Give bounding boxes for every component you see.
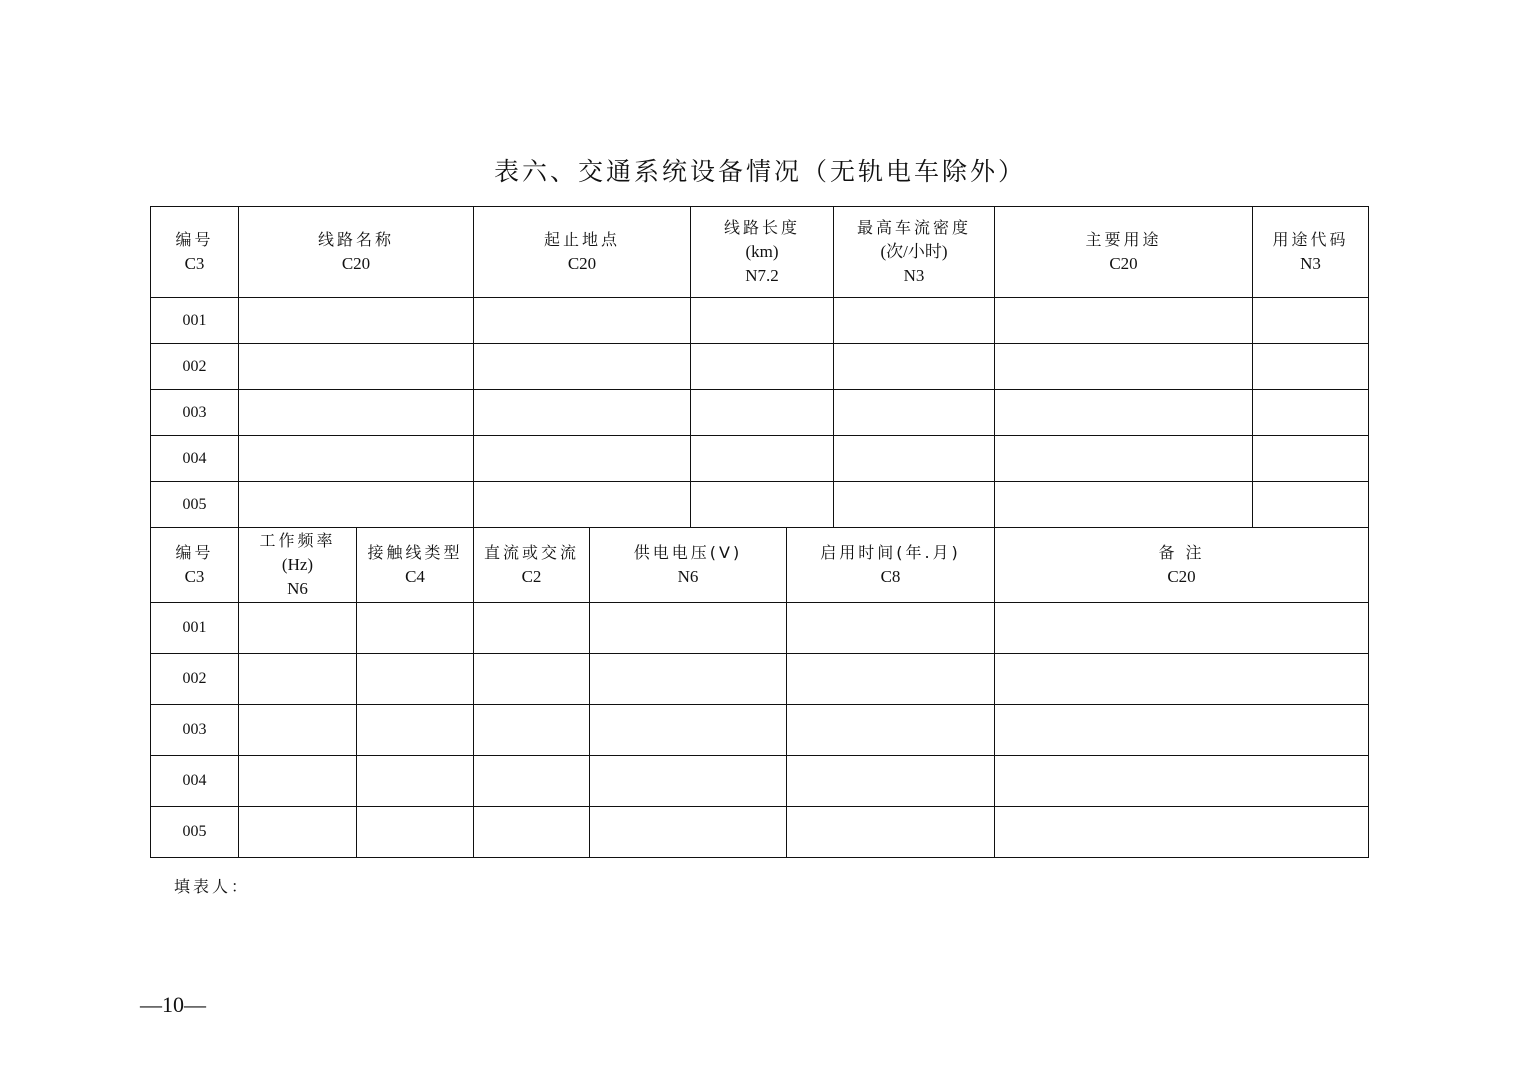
header-line-name: 线路名称 C20 <box>239 207 474 298</box>
cell[interactable] <box>474 756 590 807</box>
table-row <box>151 298 1369 344</box>
header-use-code: 用途代码 N3 <box>1253 207 1369 298</box>
cell[interactable] <box>357 603 474 654</box>
table-row <box>151 390 1369 436</box>
table1-header-row <box>151 207 1369 298</box>
cell[interactable] <box>1253 344 1369 390</box>
cell[interactable] <box>995 705 1369 756</box>
row-id: 001 <box>151 298 239 344</box>
cell[interactable] <box>239 298 474 344</box>
cell[interactable] <box>239 807 357 858</box>
cell[interactable] <box>357 756 474 807</box>
cell[interactable] <box>995 390 1253 436</box>
cell[interactable] <box>995 756 1369 807</box>
header-dc-ac: 直流或交流 C2 <box>474 528 590 603</box>
header-max-density: 最高车流密度 (次/小时) N3 <box>834 207 995 298</box>
row-id: 003 <box>151 390 239 436</box>
header-main-use: 主要用途 C20 <box>995 207 1253 298</box>
cell[interactable] <box>787 756 995 807</box>
cell[interactable] <box>995 482 1253 528</box>
cell[interactable] <box>995 603 1369 654</box>
cell[interactable] <box>691 344 834 390</box>
cell[interactable] <box>357 654 474 705</box>
cell[interactable] <box>995 807 1369 858</box>
row-id: 002 <box>151 654 239 705</box>
cell[interactable] <box>691 482 834 528</box>
equipment-table-part2 <box>150 527 1369 858</box>
row-id: 004 <box>151 436 239 482</box>
cell[interactable] <box>691 436 834 482</box>
table-row <box>151 603 1369 654</box>
cell[interactable] <box>995 344 1253 390</box>
header-id: 编号 C3 <box>151 207 239 298</box>
cell[interactable] <box>995 436 1253 482</box>
header-remarks: 备 注 C20 <box>995 528 1369 603</box>
filler-label: 填表人： <box>174 877 251 896</box>
cell[interactable] <box>239 654 357 705</box>
cell[interactable] <box>834 390 995 436</box>
cell[interactable] <box>357 807 474 858</box>
table-row <box>151 482 1369 528</box>
row-id: 005 <box>151 482 239 528</box>
cell[interactable] <box>787 705 995 756</box>
page-number: —10— <box>140 992 206 1017</box>
cell[interactable] <box>239 436 474 482</box>
header-start-date: 启用时间(年.月) C8 <box>787 528 995 603</box>
header-line-length: 线路长度 (km) N7.2 <box>691 207 834 298</box>
row-id: 002 <box>151 344 239 390</box>
cell[interactable] <box>239 344 474 390</box>
cell[interactable] <box>590 654 787 705</box>
cell[interactable] <box>474 390 691 436</box>
cell[interactable] <box>590 603 787 654</box>
cell[interactable] <box>474 705 590 756</box>
table-row <box>151 654 1369 705</box>
header-id: 编号 C3 <box>151 528 239 603</box>
cell[interactable] <box>474 603 590 654</box>
cell[interactable] <box>474 654 590 705</box>
cell[interactable] <box>834 436 995 482</box>
page-title: 表六、交通系统设备情况（无轨电车除外） <box>493 157 1026 186</box>
table-row <box>151 807 1369 858</box>
cell[interactable] <box>590 705 787 756</box>
header-supply-voltage: 供电电压(V) N6 <box>590 528 787 603</box>
header-start-end: 起止地点 C20 <box>474 207 691 298</box>
table2-header-row <box>151 528 1369 603</box>
row-id: 003 <box>151 705 239 756</box>
cell[interactable] <box>590 807 787 858</box>
row-id: 005 <box>151 807 239 858</box>
cell[interactable] <box>787 603 995 654</box>
cell[interactable] <box>239 390 474 436</box>
cell[interactable] <box>834 344 995 390</box>
header-contact-wire-type: 接触线类型 C4 <box>357 528 474 603</box>
cell[interactable] <box>239 756 357 807</box>
cell[interactable] <box>474 298 691 344</box>
table-row <box>151 436 1369 482</box>
cell[interactable] <box>1253 298 1369 344</box>
cell[interactable] <box>239 482 474 528</box>
cell[interactable] <box>1253 436 1369 482</box>
cell[interactable] <box>787 807 995 858</box>
header-frequency: 工作频率 (Hz) N6 <box>239 528 357 603</box>
cell[interactable] <box>834 298 995 344</box>
cell[interactable] <box>1253 482 1369 528</box>
cell[interactable] <box>995 298 1253 344</box>
row-id: 001 <box>151 603 239 654</box>
cell[interactable] <box>239 603 357 654</box>
cell[interactable] <box>474 344 691 390</box>
equipment-table-part1 <box>150 206 1369 528</box>
cell[interactable] <box>691 298 834 344</box>
row-id: 004 <box>151 756 239 807</box>
cell[interactable] <box>474 482 691 528</box>
cell[interactable] <box>691 390 834 436</box>
cell[interactable] <box>474 807 590 858</box>
cell[interactable] <box>590 756 787 807</box>
cell[interactable] <box>357 705 474 756</box>
cell[interactable] <box>834 482 995 528</box>
cell[interactable] <box>995 654 1369 705</box>
cell[interactable] <box>474 436 691 482</box>
cell[interactable] <box>1253 390 1369 436</box>
cell[interactable] <box>239 705 357 756</box>
table-row <box>151 344 1369 390</box>
cell[interactable] <box>787 654 995 705</box>
table-row <box>151 705 1369 756</box>
table-row <box>151 756 1369 807</box>
